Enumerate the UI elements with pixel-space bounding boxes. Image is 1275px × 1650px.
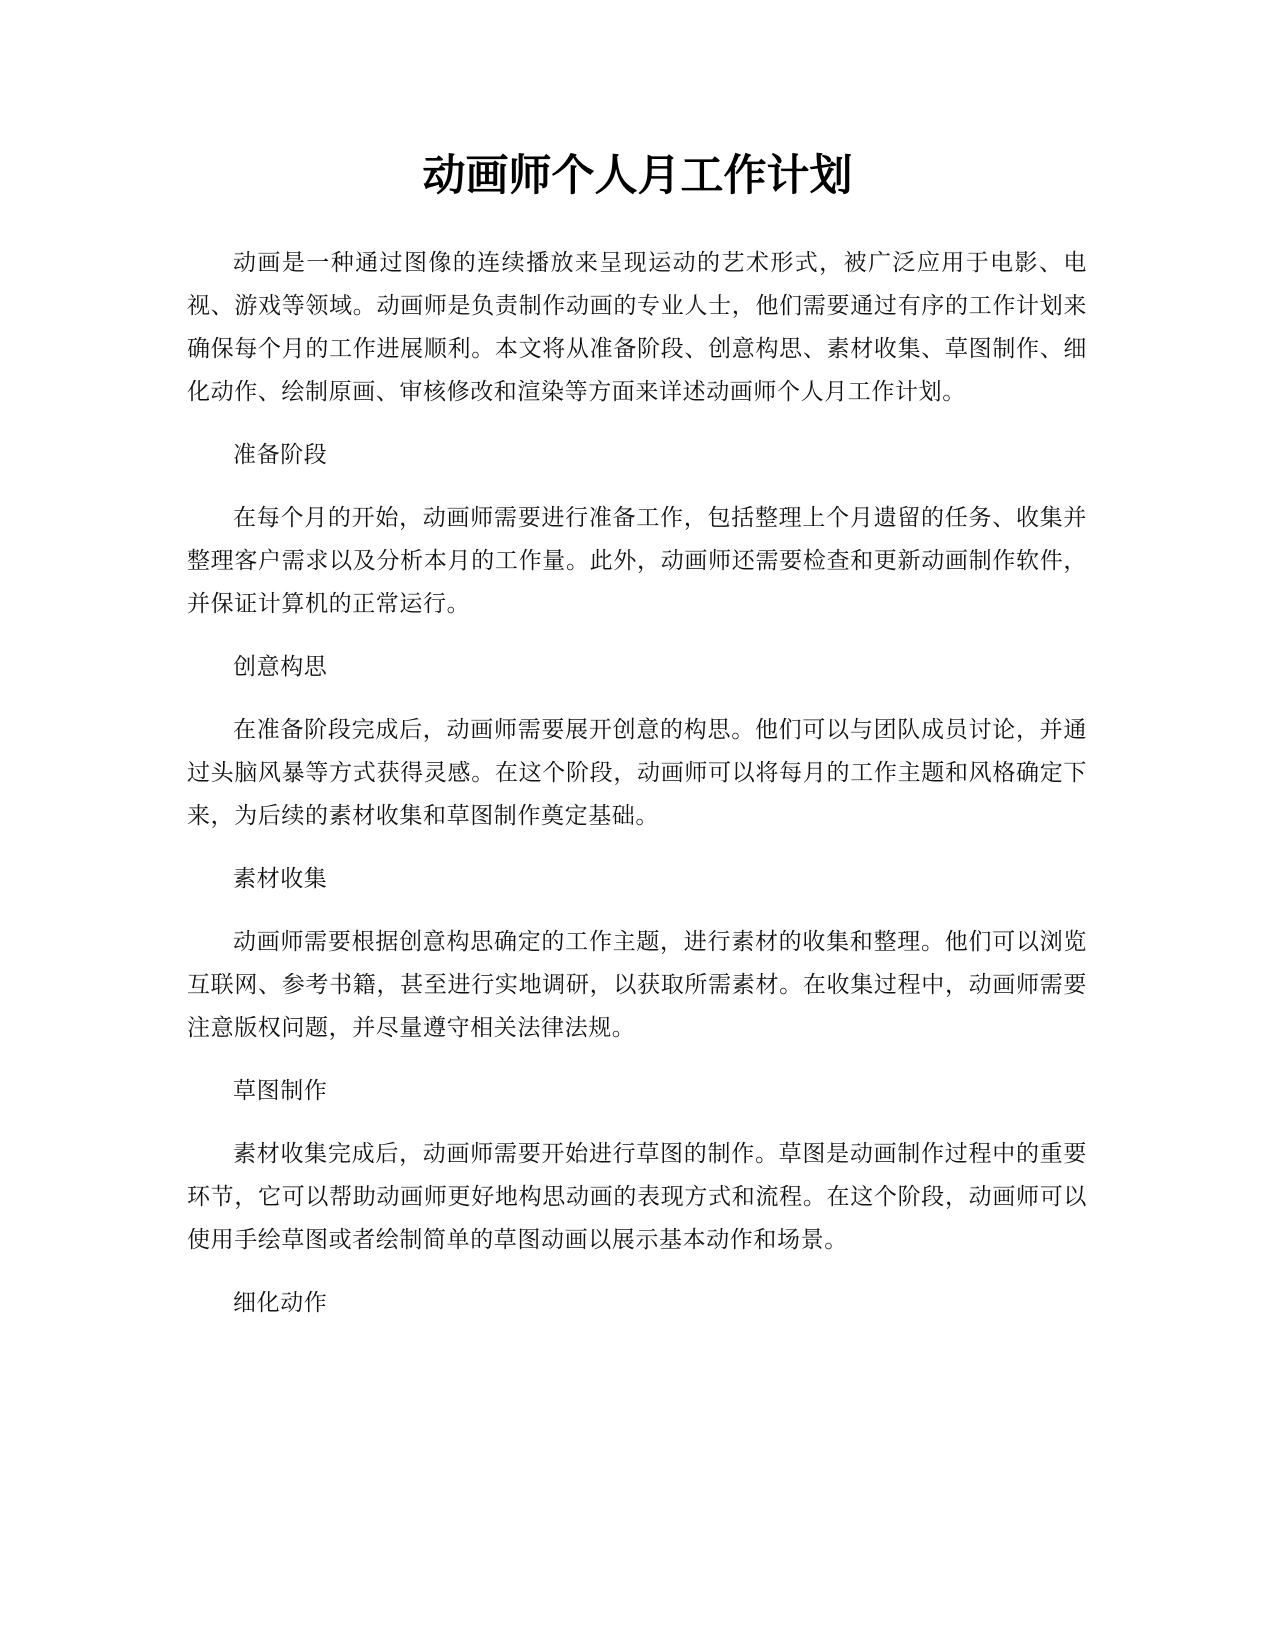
section-heading-refine-motion: 细化动作 <box>233 1290 328 1316</box>
document-body <box>187 242 1087 1345</box>
section-body-creative-concept: 在准备阶段完成后，动画师需要展开创意的构思。他们可以与团队成员讨论，并通过头脑风暴等方式获得灵感。在这个阶段，动画师可以将每月的工作主题和风格确定下来，为后续的素材收集和草图制作奠定基础。 <box>187 717 1087 829</box>
document-title: 动画师个人月工作计划 <box>422 151 853 201</box>
section-body-material-collection: 动画师需要根据创意构思确定的工作主题，进行素材的收集和整理。他们可以浏览互联网、参考书籍，甚至进行实地调研，以获取所需素材。在收集过程中，动画师需要注意版权问题，并尽量遵守相关法律法规。 <box>187 929 1087 1041</box>
section-heading-preparation: 准备阶段 <box>233 442 328 468</box>
section-heading-sketch-production: 草图制作 <box>233 1078 328 1104</box>
section-body-preparation: 在每个月的开始，动画师需要进行准备工作，包括整理上个月遗留的任务、收集并整理客户需求以及分析本月的工作量。此外，动画师还需要检查和更新动画制作软件，并保证计算机的正常运行。 <box>187 505 1087 617</box>
intro-paragraph: 动画是一种通过图像的连续播放来呈现运动的艺术形式，被广泛应用于电影、电视、游戏等领域。动画师是负责制作动画的专业人士，他们需要通过有序的工作计划来确保每个月的工作进展顺利。本文将从准备阶段、创意构思、素材收集、草图制作、细化动作、绘制原画、审核修改和渲染等方面来详述动画师个人月工作计划。 <box>187 250 1087 405</box>
section-body-sketch-production: 素材收集完成后，动画师需要开始进行草图的制作。草图是动画制作过程中的重要环节，它可以帮助动画师更好地构思动画的表现方式和流程。在这个阶段，动画师可以使用手绘草图或者绘制简单的草图动画以展示基本动作和场景。 <box>187 1141 1087 1253</box>
section-heading-material-collection: 素材收集 <box>233 866 328 892</box>
section-heading-creative-concept: 创意构思 <box>233 654 328 680</box>
